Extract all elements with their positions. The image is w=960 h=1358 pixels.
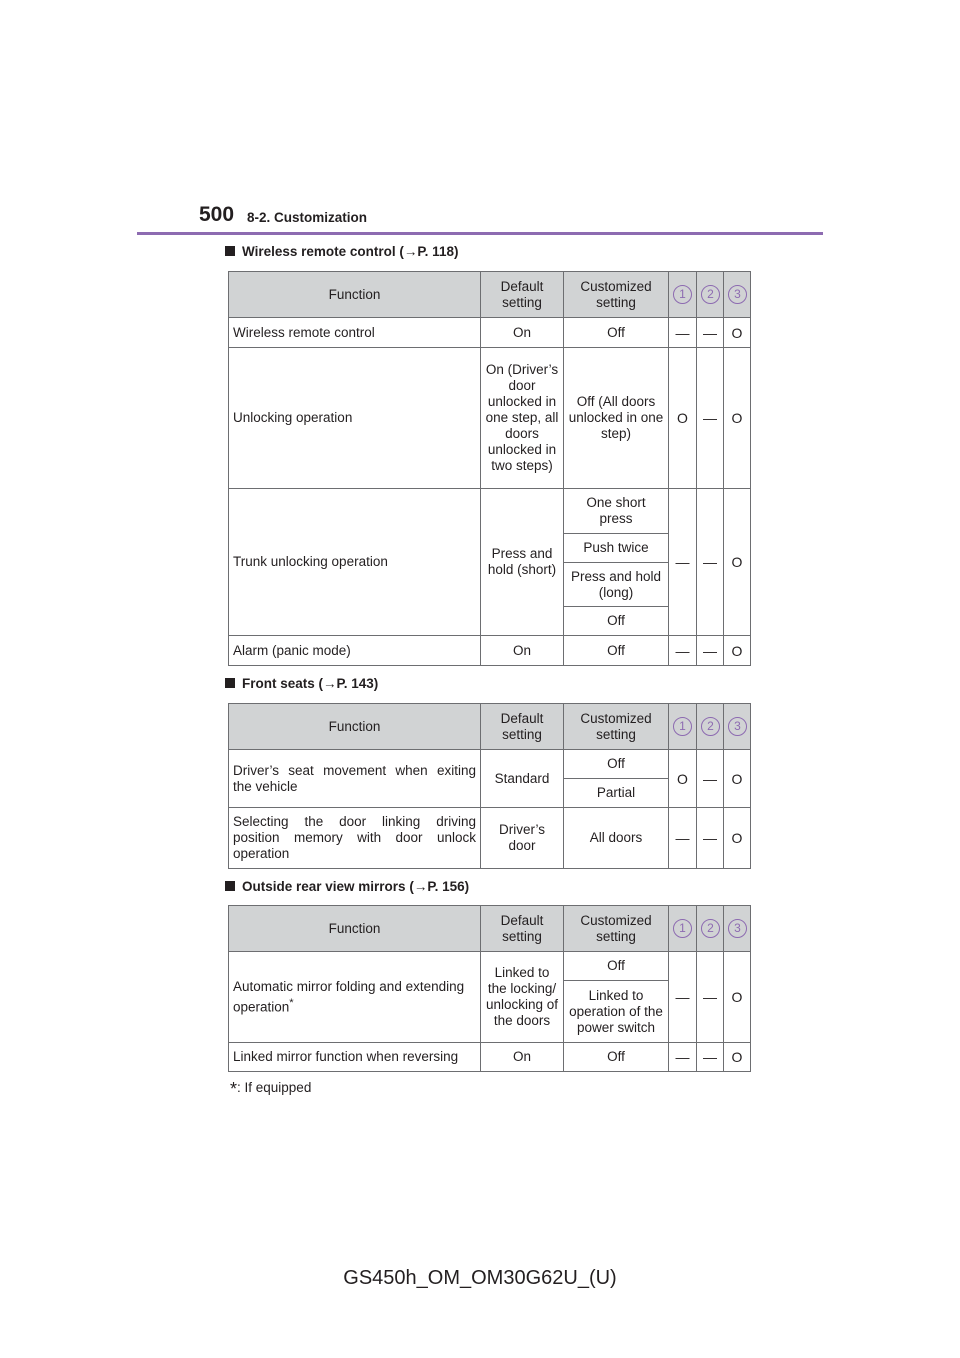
col-customized: Customized setting [564,272,669,318]
wireless-remote-table [228,271,751,666]
circled-2-icon: 2 [701,919,720,938]
col-default: Default setting [481,704,564,750]
table-row: Trunk unlocking operation Press and hold (short) One short press — — O [229,489,751,534]
document-footer: GS450h_OM_OM30G62U_(U) [343,1267,617,1289]
table-row: Wireless remote control On Off — — O [229,318,751,348]
circled-2-icon: 2 [701,717,720,736]
footnote: *: If equipped [230,1079,312,1099]
col-1 [669,906,697,952]
circled-1-icon: 1 [673,285,692,304]
mirrors-table [228,905,751,1072]
table-row: Partial [229,779,751,808]
table-header-row [229,704,751,750]
col-3 [724,906,751,952]
col-1 [669,704,697,750]
col-default: Default setting [481,906,564,952]
circled-1-icon: 1 [673,919,692,938]
square-bullet-icon [225,246,235,256]
table-row: Linked to operation of the power switch [229,981,751,1043]
asterisk-mark: * [289,996,294,1009]
col-2 [697,906,724,952]
col-customized: Customized setting [564,704,669,750]
circled-3-icon: 3 [728,717,747,736]
front-seats-table [228,703,751,869]
col-2 [697,704,724,750]
col-customized: Customized setting [564,906,669,952]
table-row: Push twice [229,534,751,563]
section-heading-mirrors: Outside rear view mirrors (→P. 156) [225,879,469,894]
square-bullet-icon [225,678,235,688]
table-row: Automatic mirror folding and extending operation* Linked to the locking/ unlocking of the doors Off — — O [229,952,751,981]
header-rule [137,232,823,235]
table-row: Linked mirror function when reversing On Off — — O [229,1043,751,1072]
table-row: Unlocking operation On (Driver’s door unlocked in one step, all doors unlocked in two steps) Off (All doors unlocked in one step) O — O [229,348,751,489]
table-row: Alarm (panic mode) On Off — — O [229,636,751,666]
table-row: Selecting the door linking driving position memory with door unlock operation Driver’s door All doors — — O [229,808,751,869]
col-function: Function [229,704,481,750]
col-3 [724,704,751,750]
section-heading-wireless: Wireless remote control (→P. 118) [225,244,458,259]
col-2 [697,272,724,318]
circled-3-icon: 3 [728,285,747,304]
table-row: Driver’s seat movement when exiting the vehicle Standard Off O — O [229,750,751,779]
col-1 [669,272,697,318]
col-function: Function [229,906,481,952]
circled-2-icon: 2 [701,285,720,304]
col-function: Function [229,272,481,318]
col-default: Default setting [481,272,564,318]
square-bullet-icon [225,881,235,891]
section-heading-front-seats: Front seats (→P. 143) [225,676,378,691]
table-header-row [229,906,751,952]
circled-1-icon: 1 [673,717,692,736]
col-3 [724,272,751,318]
section-title: 8-2. Customization [247,210,368,225]
circled-3-icon: 3 [728,919,747,938]
table-row: Press and hold (long) [229,563,751,607]
page-number: 500 [199,203,235,226]
table-row: Off [229,607,751,636]
table-header-row [229,272,751,318]
